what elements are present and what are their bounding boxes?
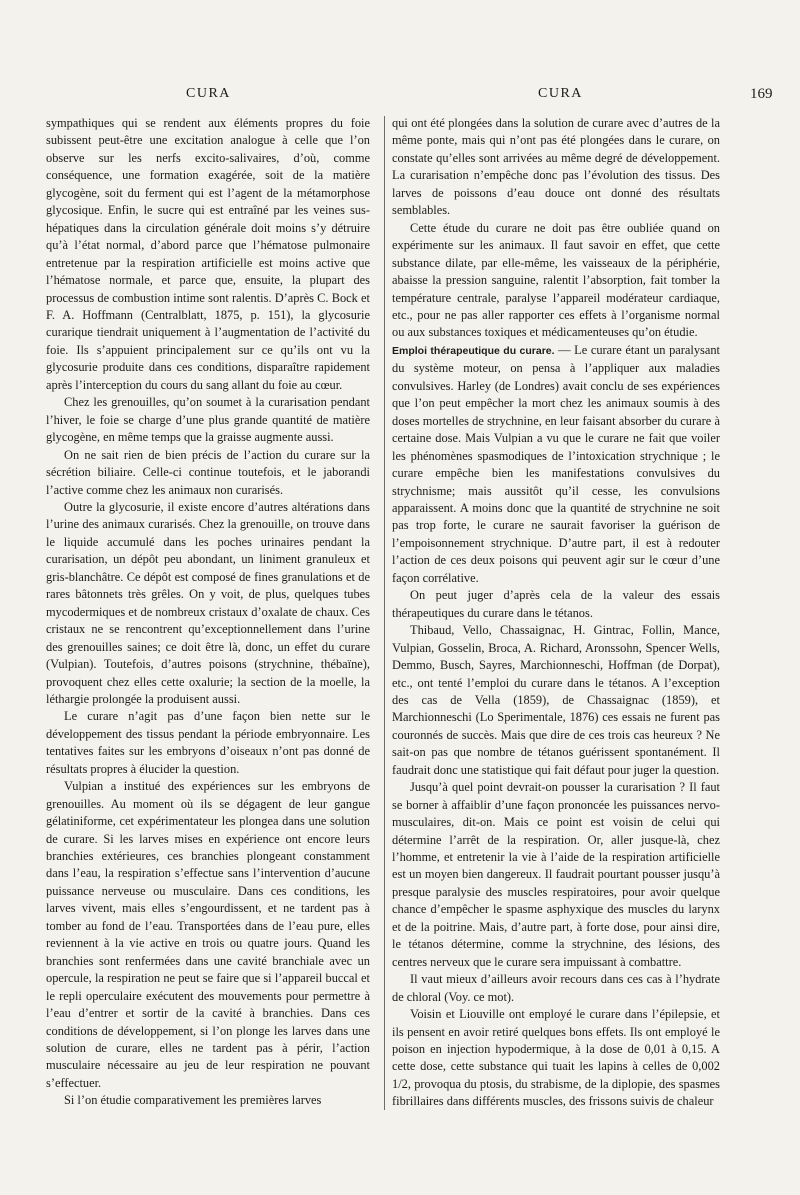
running-header-left: CURA: [186, 86, 231, 101]
paragraph: Outre la glycosurie, il existe encore d’autres altérations dans l’urine des animaux curarisés. Chez la grenouille, on trouve dans le liquide accumulé dans les poches urinaires pendant la curarisation, un dépôt peu abondant, un liniment granuleux et gris-blanchâtre. Ce dépôt est composé de fines granulations et de rares bâtonnets très grêles. On y voit, de plus, quelques tubes mycodermiques et de nombreux cristaux d’oxalate de chaux. Ces cristaux ne se rencontrent qu’exceptionnellement dans l’urine des grenouilles saines; ce doit être là, donc, un effet du curare (Vulpian). Toutefois, d’autres poisons (strychnine, thébaïne), provoquent chez elles cette oxalurie; la section de la moelle, la léthargie prolongée la produisent aussi.: [46, 499, 370, 706]
paragraph: Chez les grenouilles, qu’on soumet à la curarisation pendant l’hiver, le foie se charge d’une plus grande quantité de matière glycogène, en même temps que la graisse augmente aussi.: [46, 395, 370, 445]
paragraph: Cette étude du curare ne doit pas être oubliée quand on expérimente sur les animaux. Il faut savoir en effet, que cette substance dilate, par elle-même, les vaisseaux de la périphérie, abaisse la pression sanguine, ralentit l’absorption, fait tomber la température centrale, paralyse l’appareil modérateur cardiaque, etc., pour ne pas aller rapporter ces effets à l’organisme normal ou aux substances toxiques et médicamenteuses qu’on étudie.: [392, 220, 720, 340]
paragraph: Voisin et Liouville ont employé le curare dans l’épilepsie, et ils pensent en avoir retiré quelques bons effets. Ils ont employé le poison en injection hypodermique, à la dose de 0,01 à 0,15. A cette dose, cette substance qui tuait les lapins à celles de 0,002 1/2, provoqua du ptosis, du strabisme, de la diplopie, des spasmes fibrillaires dans différents muscles, des frissons suivis de chaleur: [392, 1007, 720, 1109]
paragraph: On peut juger d’après cela de la valeur des essais thérapeutiques du curare dans le tétanos.: [392, 588, 720, 620]
left-column: [46, 115, 370, 1110]
paragraph-text: — Le curare étant un paralysant du système moteur, on pensa à l’appliquer aux maladies convulsives. Harley (de Londres) avait conclu de ses expériences que l’on peut empêcher la mort chez les animaux soumis à des doses mortelles de strychnine, en leur faisant absorber du curare à certaine dose. Mais Vulpian a vu que le curare ne fait que voiler les phénomènes spasmodiques de l’intoxication strychnique ; le curare empêche bien les manifestations convulsives du strychnisme; mais aussitôt qu’il cesse, les convulsions apparaissent. A moins donc que la quantité de strychnine ne soit pas trop forte, le curare ne saurait favoriser la guérison de l’empoisonnement strychnique. D’autre part, il est à redouter l’action de ces deux poisons qui peuvent agir sur le cœur d’une façon corrélative.: [392, 342, 720, 585]
paragraph: Thibaud, Vello, Chassaignac, H. Gintrac, Follin, Mance, Vulpian, Gosselin, Broca, A. Richard, Aronssohn, Spencer Wells, Demmo, Busch, Sayres, Marchionneschi, Hoffman (de Dorpat), etc., ont tenté l’emploi du curare dans le tétanos. A l’exception des cas de Vella (1859), de Chassaignac (1859), et Marchionneschi (Lo Sperimentale, 1876) ces essais ne furent pas couronnés de succès. Mais que dire de ces trois cas heureux ? Ne sait-on pas que nombre de tétanos guérissent spontanément. Il faudrait donc une statistique qui fait défaut pour juger la question.: [392, 623, 720, 777]
column-divider: [384, 116, 385, 1110]
paragraph: Jusqu’à quel point devrait-on pousser la curarisation ? Il faut se borner à affaiblir d’une façon prononcée les puissances nervo-musculaires, dit-on. Mais ce point est voisin de celui qui détermine l’arrêt de la respiration. Or, aller jusque-là, chez l’homme, et entretenir la vie à l’aide de la respiration artificielle est un moyen bien dangereux. Il faudrait pourtant pousser jusqu’à presque paralysie des muscles respiratoires, pour avoir quelque chance d’empêcher le spasme asphyxique des muscles du larynx et de la poitrine. Mais, d’autre part, à forte dose, pour ainsi dire, le tétanos détermine, comme la strychnine, des lésions, des centres nerveux que le curare sera impuissant à combattre.: [392, 780, 720, 969]
section-heading: Emploi thérapeutique du curare.: [392, 344, 555, 357]
paragraph: sympathiques qui se rendent aux éléments propres du foie subissent peut-être une excitation analogue à celle que l’on observe sur les nerfs excito-salivaires, d’où, comme conséquence, une formation exagérée, soit de la matière glycogène, soit du ferment qui est l’agent de la métamorphose glycosique. Enfin, le sucre qui est entraîné par les veines sus-hépatiques dans la circulation générale doit moins s’y détruire qu’à l’état normal, d’abord parce que l’hématose pulmonaire entretenue par la respiration artificielle est moins active que l’hématose normale, et parce que, ensuite, la plupart des processus de combustion intime sont ralentis. D’après C. Bock et F. A. Hoffmann (Centralblatt, 1875, p. 151), la glycosurie curarique tiendrait uniquement à l’augmentation de l’activité du foie. Ils s’appuient principalement sur ce qu’ils ont vu la glycosurie produite dans ces conditions, disparaître rapidement après l’interception du cours du sang allant du foie au cœur.: [46, 116, 370, 392]
paragraph: Si l’on étudie comparativement les premières larves: [64, 1093, 322, 1108]
page-number: 169: [750, 86, 773, 102]
paragraph: qui ont été plongées dans la solution de curare avec d’autres de la même ponte, mais qui n’ont pas été plongées dans le curare, on constate qu’elles sont arrivées au même degré de développement. La curarisation n’empêche donc pas l’évolution des tissus. Des larves de poissons d’eau douce ont donné des résultats semblables.: [392, 116, 720, 218]
paragraph: Vulpian a institué des expériences sur les embryons de grenouilles. Au moment où ils se dégagent de leur gangue gélatiniforme, cet expérimentateur les plongea dans une solution de curare. Si les larves mises en expérience ont encore leurs branchies extérieures, ces branchies plongeant constamment dans l’eau, la respiration s’effectue sans l’intervention d’aucune puissance nerveuse ou musculaire. Dans ces conditions, les larves vivent, mais elles s’engourdissent, et ne tardent pas à tomber au fond de l’eau. Transportées dans de l’eau pure, elles reviennent à la vie active en trois ou quatre jours. Quand les branchies sont renfermées dans une cavité branchiale avec un opercule, la respiration ne peut se faire que si l’appareil buccal et le repli operculaire exécutent des mouvements pour permettre à l’eau d’entrer et sortir de la cavité à branchies. Dans ces conditions de développement, si l’on plonge les larves dans une solution de curare, elles ne tardent pas à périr, l’action musculaire nécessaire au jeu de leur respiration ne pouvant s’effectuer.: [46, 779, 370, 1090]
paragraph: Le curare n’agit pas d’une façon bien nette sur le développement des tissus pendant la période embryonnaire. Les tentatives faites sur les embryons d’oiseaux n’ont pas donné de résultats propres à élucider la question.: [46, 709, 370, 776]
paragraph: On ne sait rien de bien précis de l’action du curare sur la sécrétion biliaire. Celle-ci continue toutefois, et le jaborandi l’active comme chez les animaux non curarisés.: [46, 447, 370, 497]
running-header-center: CURA: [538, 86, 583, 101]
paragraph: Il vaut mieux d’ailleurs avoir recours dans ces cas à l’hydrate de chloral (Voy. ce mot).: [392, 972, 720, 1004]
right-column: [392, 115, 720, 1111]
section-paragraph: [392, 342, 720, 587]
